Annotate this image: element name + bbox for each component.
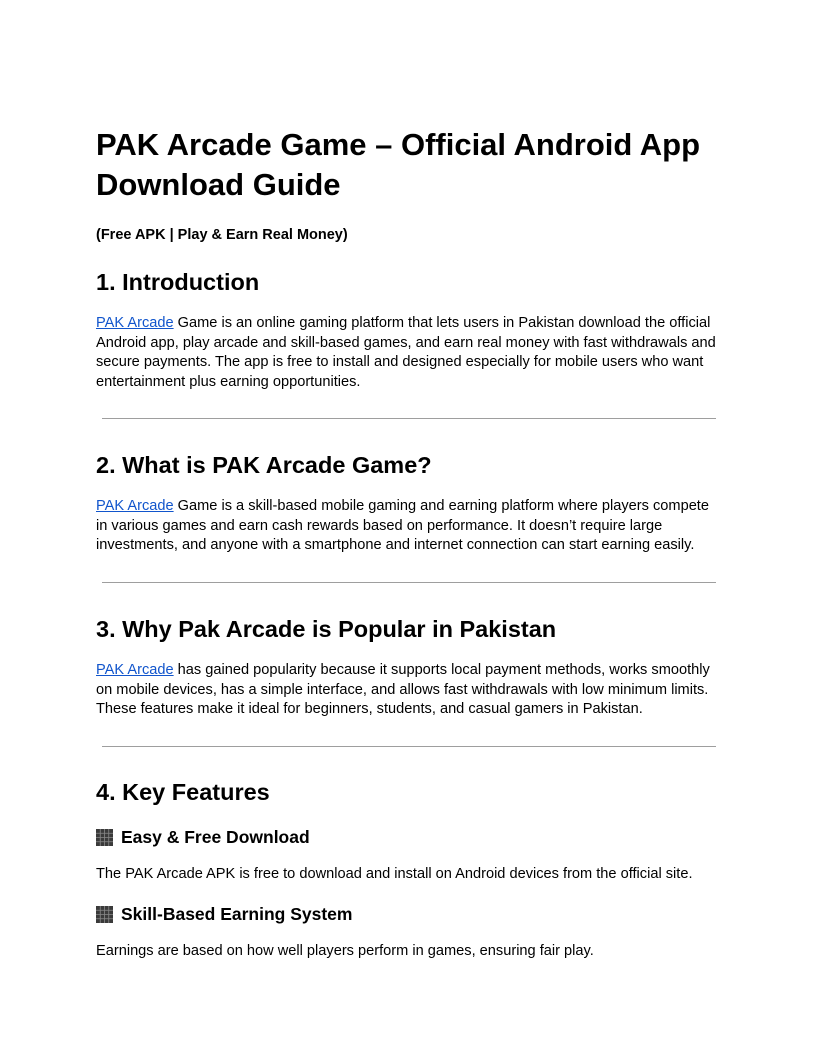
feature-heading-label: Easy & Free Download	[121, 827, 310, 847]
feature-heading-easy-download	[96, 826, 310, 848]
section-heading-what-is: 2. What is PAK Arcade Game?	[96, 452, 432, 478]
section-body-introduction	[96, 314, 722, 392]
grid-icon	[96, 906, 113, 923]
section-body-what-is	[96, 497, 722, 556]
document-title: PAK Arcade Game – Official Android App Download Guide	[96, 127, 701, 202]
feature-body-easy-download: The PAK Arcade APK is free to download and install on Android devices from the official site.	[96, 866, 693, 882]
section-body-text: Game is a skill-based mobile gaming and earning platform where players compete in various games and earn cash rewards based on performance. It doesn’t require large investments, and anyone with a smartphone and internet connection can start earning easily.	[96, 498, 709, 554]
section-heading-key-features: 4. Key Features	[96, 779, 270, 805]
section-body-text: has gained popularity because it supports local payment methods, works smoothly on mobile devices, has a simple interface, and allows fast withdrawals with low minimum limits. These features make it ideal for beginners, students, and casual gamers in Pakistan.	[96, 662, 710, 718]
feature-heading-skill-based	[96, 903, 352, 925]
section-body-popular	[96, 661, 722, 720]
feature-body-skill-based: Earnings are based on how well players perform in games, ensuring fair play.	[96, 943, 594, 959]
horizontal-divider	[102, 582, 716, 583]
section-body-text: Game is an online gaming platform that lets users in Pakistan download the official Android app, play arcade and skill-based games, and earn real money with fast withdrawals and secure payments. The app is free to install and designed especially for mobile users who want entertainment plus earning opportunities.	[96, 315, 716, 390]
pak-arcade-link[interactable]: PAK Arcade	[96, 498, 174, 514]
section-heading-introduction: 1. Introduction	[96, 269, 260, 295]
horizontal-divider	[102, 746, 716, 747]
pak-arcade-link[interactable]: PAK Arcade	[96, 315, 174, 331]
grid-icon	[96, 829, 113, 846]
feature-heading-label: Skill-Based Earning System	[121, 904, 353, 924]
horizontal-divider	[102, 418, 716, 419]
pak-arcade-link[interactable]: PAK Arcade	[96, 662, 174, 678]
section-heading-popular: 3. Why Pak Arcade is Popular in Pakistan	[96, 616, 557, 642]
document-subtitle: (Free APK | Play & Earn Real Money)	[96, 227, 348, 243]
